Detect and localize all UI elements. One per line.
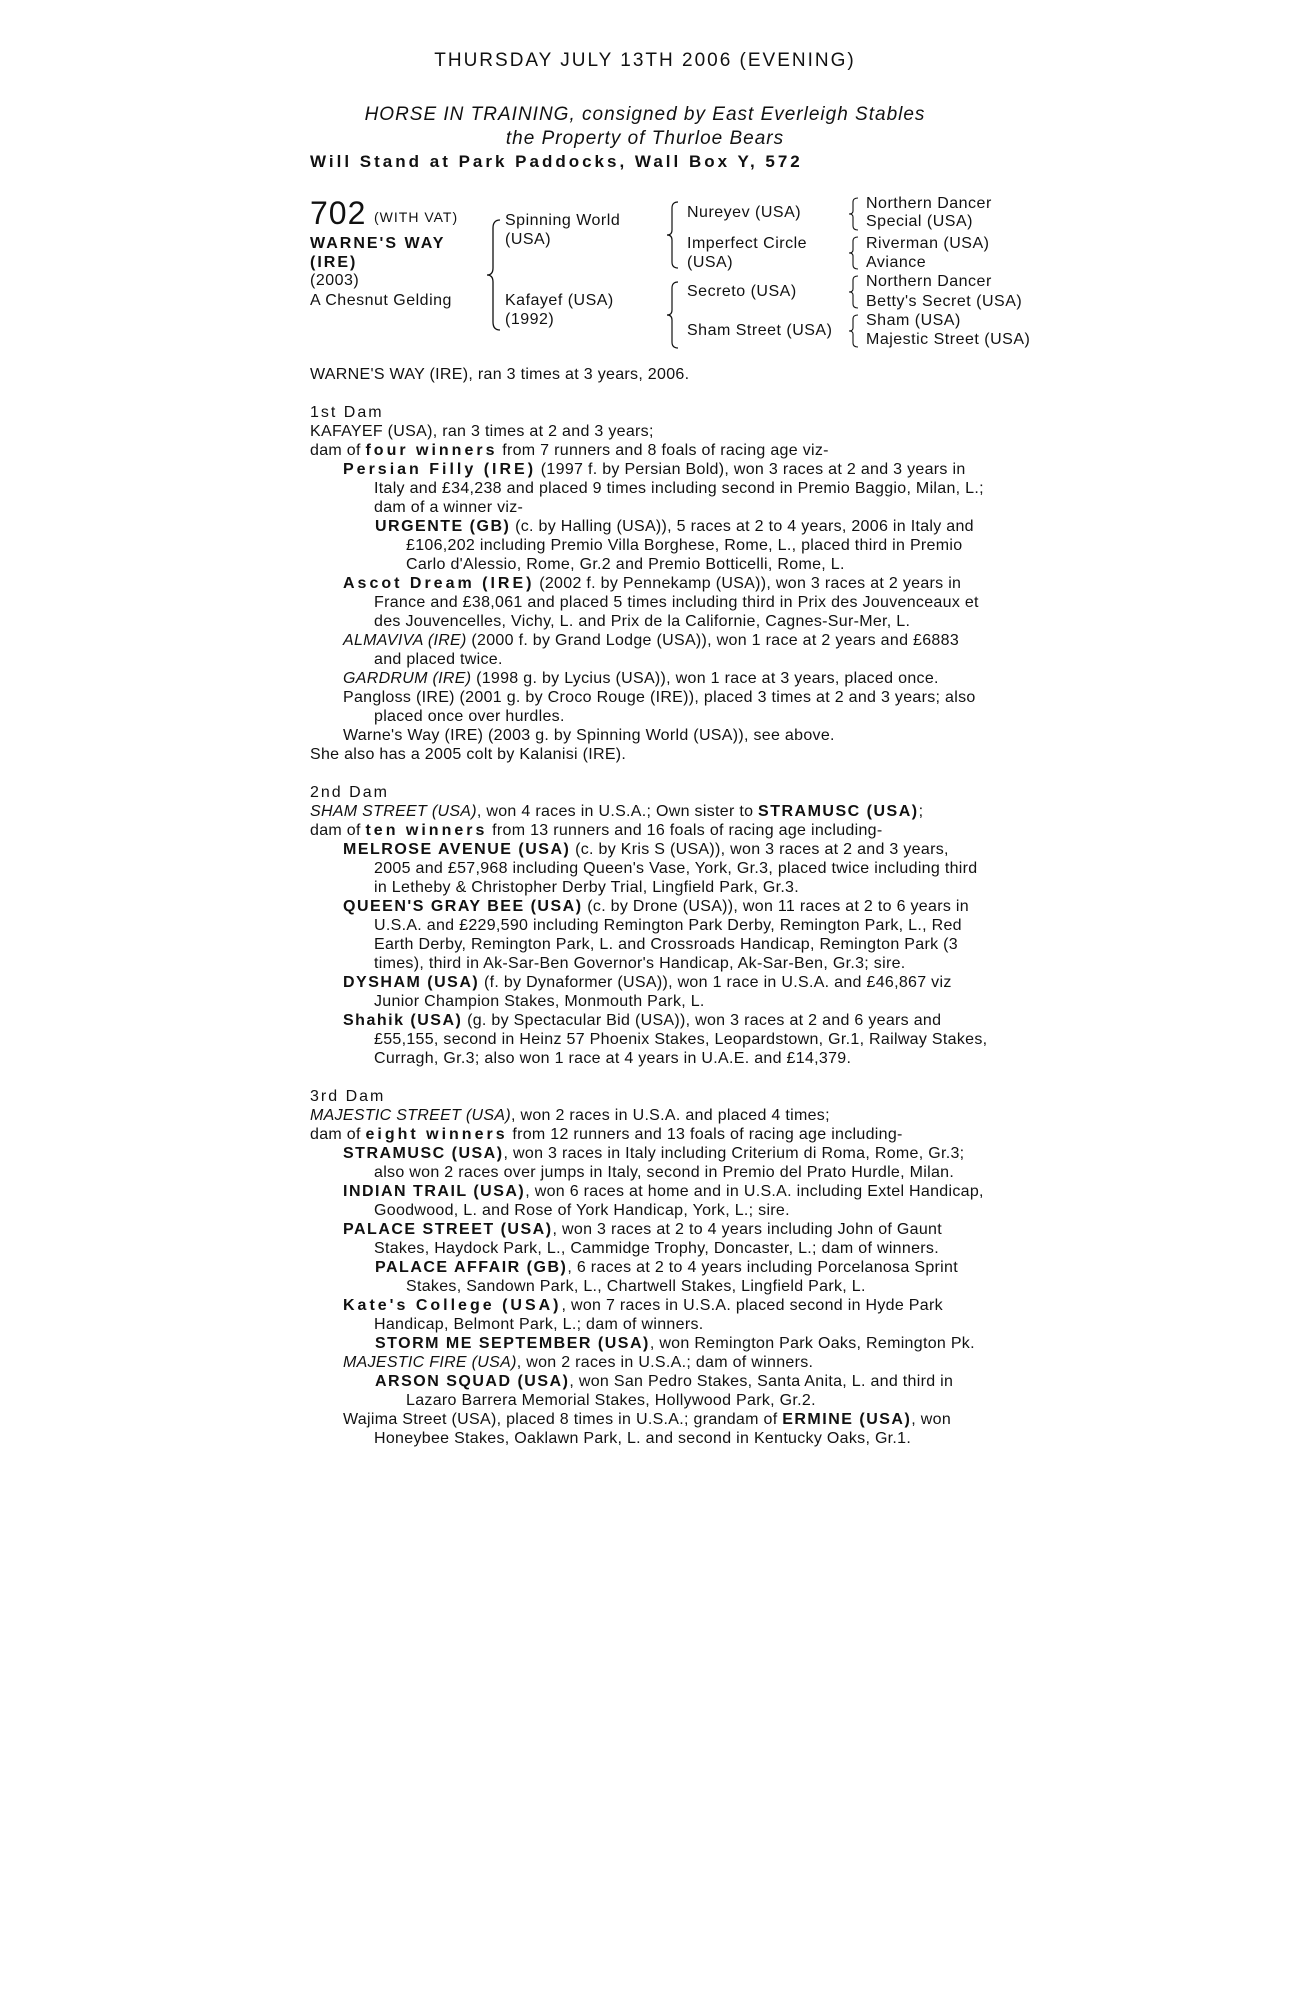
produce-entry: QUEEN'S GRAY BEE (USA) (c. by Drone (USA)), won 11 races at 2 to 6 years in U.S.A. and £229,590 including Remington Park Derby, Remington Park, L., Red Earth Derby, Remington Park, L. and Crossroads Handicap, Remington Park (3 times), third in Ak-Sar-Ben Governor's Handicap, Ak-Sar-Ben, Gr.3; sire. bbox=[343, 898, 969, 972]
lot-vat: (WITH VAT) bbox=[374, 209, 459, 225]
pedigree-brace-dam bbox=[666, 280, 680, 350]
produce-entry: GARDRUM (IRE) (1998 g. by Lycius (USA)), won 1 race at 3 years, placed once. bbox=[343, 670, 939, 687]
third-dam-heading: 3rd Dam bbox=[310, 1088, 386, 1105]
dam-sire: Secreto (USA) bbox=[687, 283, 797, 300]
first-dam-line: KAFAYEF (USA), ran 3 times at 2 and 3 years; bbox=[310, 423, 654, 440]
produce-entry: Ascot Dream (IRE) (2002 f. by Pennekamp (USA)), won 3 races at 2 years in France and £38,061 and placed 5 times including third in Prix des Jouvenceaux et des Jouvencelles, Vichy, L. and Prix de la Californie, Cagnes-Sur-Mer, L. bbox=[343, 575, 979, 630]
horse-year: (2003) bbox=[310, 272, 360, 289]
pedigree-brace-main bbox=[486, 218, 502, 332]
dd-dam: Majestic Street (USA) bbox=[866, 331, 1031, 348]
produce-entry: ALMAVIVA (IRE) (2000 f. by Grand Lodge (USA)), won 1 race at 2 years and £6883 and placed twice. bbox=[343, 632, 960, 668]
produce-entry: MELROSE AVENUE (USA) (c. by Kris S (USA)), won 3 races at 2 and 3 years, 2005 and £57,968 including Queen's Vase, York, Gr.3, placed twice including third in Letheby & Christopher Derby Trial, Lingfield Park, Gr.3. bbox=[343, 841, 978, 896]
pedigree-brace-sire bbox=[666, 200, 680, 270]
produce-entry: STORM ME SEPTEMBER (USA), won Remington Park Oaks, Remington Pk. bbox=[375, 1335, 975, 1352]
dam-year: (1992) bbox=[505, 311, 555, 328]
produce-entry: ARSON SQUAD (USA), won San Pedro Stakes, Santa Anita, L. and third in Lazaro Barrera Memorial Stakes, Hollywood Park, Gr.2. bbox=[375, 1373, 954, 1409]
produce-entry: Pangloss (IRE) (2001 g. by Croco Rouge (IRE)), placed 3 times at 2 and 3 years; also placed once over hurdles. bbox=[343, 689, 976, 725]
sire-sire: Nureyev (USA) bbox=[687, 204, 802, 221]
first-dam-heading: 1st Dam bbox=[310, 404, 384, 421]
property-line: the Property of Thurloe Bears bbox=[505, 128, 785, 149]
second-dam-heading: 2nd Dam bbox=[310, 784, 389, 801]
sire-name: Spinning World bbox=[505, 212, 621, 229]
first-dam-footer: She also has a 2005 colt by Kalanisi (IRE). bbox=[310, 746, 627, 763]
produce-record bbox=[310, 365, 990, 1448]
ds-dam: Betty's Secret (USA) bbox=[866, 293, 1023, 310]
ds-sire: Northern Dancer bbox=[866, 273, 992, 290]
ss-dam: Special (USA) bbox=[866, 213, 973, 230]
produce-entry: PALACE AFFAIR (GB), 6 races at 2 to 4 years including Porcelanosa Sprint Stakes, Sandown Park, L., Chartwell Stakes, Lingfield Park, L. bbox=[375, 1259, 958, 1295]
produce-entry: PALACE STREET (USA), won 3 races at 2 to 4 years including John of Gaunt Stakes, Haydock Park, L., Cammidge Trophy, Doncaster, L.; dam of winners. bbox=[343, 1221, 943, 1257]
lot-number: 702 bbox=[310, 195, 367, 231]
produce-entry: MAJESTIC FIRE (USA), won 2 races in U.S.A.; dam of winners. bbox=[343, 1354, 814, 1371]
sd-dam: Aviance bbox=[866, 254, 927, 271]
sire-country: (USA) bbox=[505, 231, 552, 248]
second-dam-produce-line: dam of ten winners from 13 runners and 16 foals of racing age including- bbox=[310, 822, 883, 839]
stand-line: Will Stand at Park Paddocks, Wall Box Y, 572 bbox=[310, 152, 803, 171]
produce-entry: Persian Filly (IRE) (1997 f. by Persian Bold), won 3 races at 2 and 3 years in Italy and £34,238 and placed 9 times including second in Premio Baggio, Milan, L.; dam of a winner viz- bbox=[343, 461, 984, 516]
sire-dam-country: (USA) bbox=[687, 254, 734, 271]
produce-entry: Shahik (USA) (g. by Spectacular Bid (USA)), won 3 races at 2 and 6 years and £55,155, second in Heinz 57 Phoenix Stakes, Leopardstown, Gr.1, Railway Stakes, Curragh, Gr.3; also won 1 race at 4 years in U.A.E. and £14,379. bbox=[343, 1012, 988, 1067]
dam-name: Kafayef (USA) bbox=[505, 292, 614, 309]
first-dam-produce-line: dam of four winners from 7 runners and 8 foals of racing age viz- bbox=[310, 442, 829, 459]
produce-entry: Warne's Way (IRE) (2003 g. by Spinning World (USA)), see above. bbox=[343, 727, 835, 744]
pedigree-brace-ss bbox=[848, 196, 860, 232]
third-dam-line: MAJESTIC STREET (USA), won 2 races in U.S.A. and placed 4 times; bbox=[310, 1107, 830, 1124]
race-summary: WARNE'S WAY (IRE), ran 3 times at 3 years, 2006. bbox=[310, 366, 690, 383]
dd-sire: Sham (USA) bbox=[866, 312, 961, 329]
dam-dam: Sham Street (USA) bbox=[687, 322, 833, 339]
second-dam-line: SHAM STREET (USA), won 4 races in U.S.A.; Own sister to STRAMUSC (USA); bbox=[310, 803, 924, 820]
pedigree-brace-ds bbox=[848, 274, 860, 310]
sale-date: THURSDAY JULY 13TH 2006 (EVENING) bbox=[434, 50, 856, 71]
sire-dam-name: Imperfect Circle bbox=[687, 235, 808, 252]
sd-sire: Riverman (USA) bbox=[866, 235, 990, 252]
pedigree-brace-sd bbox=[848, 235, 860, 271]
horse-description: A Chesnut Gelding bbox=[310, 292, 452, 309]
horse-country: (IRE) bbox=[310, 254, 358, 271]
pedigree-brace-dd bbox=[848, 313, 860, 349]
produce-entry: STRAMUSC (USA), won 3 races in Italy including Criterium di Roma, Rome, Gr.3; also won 2 races over jumps in Italy, second in Premio del Prato Hurdle, Milan. bbox=[343, 1145, 965, 1181]
consignment-line: HORSE IN TRAINING, consigned by East Everleigh Stables bbox=[364, 104, 926, 125]
produce-entry: INDIAN TRAIL (USA), won 6 races at home and in U.S.A. including Extel Handicap, Goodwood, L. and Rose of York Handicap, York, L.; sire. bbox=[343, 1183, 984, 1219]
ss-sire: Northern Dancer bbox=[866, 195, 992, 212]
horse-name: WARNE'S WAY bbox=[310, 235, 446, 252]
third-dam-produce-line: dam of eight winners from 12 runners and 13 foals of racing age including- bbox=[310, 1126, 903, 1143]
produce-entry: URGENTE (GB) (c. by Halling (USA)), 5 races at 2 to 4 years, 2006 in Italy and £106,202 including Premio Villa Borghese, Rome, L., placed third in Premio Carlo d'Alessio, Rome, Gr.2 and Premio Botticelli, Rome, L. bbox=[375, 518, 974, 573]
produce-entry: Kate's College (USA), won 7 races in U.S.A. placed second in Hyde Park Handicap, Belmont Park, L.; dam of winners. bbox=[343, 1297, 943, 1333]
produce-entry: DYSHAM (USA) (f. by Dynaformer (USA)), won 1 race in U.S.A. and £46,867 viz Junior Champion Stakes, Monmouth Park, L. bbox=[343, 974, 952, 1010]
produce-entry: Wajima Street (USA), placed 8 times in U.S.A.; grandam of ERMINE (USA), won Honeybee Stakes, Oaklawn Park, L. and second in Kentucky Oaks, Gr.1. bbox=[343, 1411, 952, 1447]
